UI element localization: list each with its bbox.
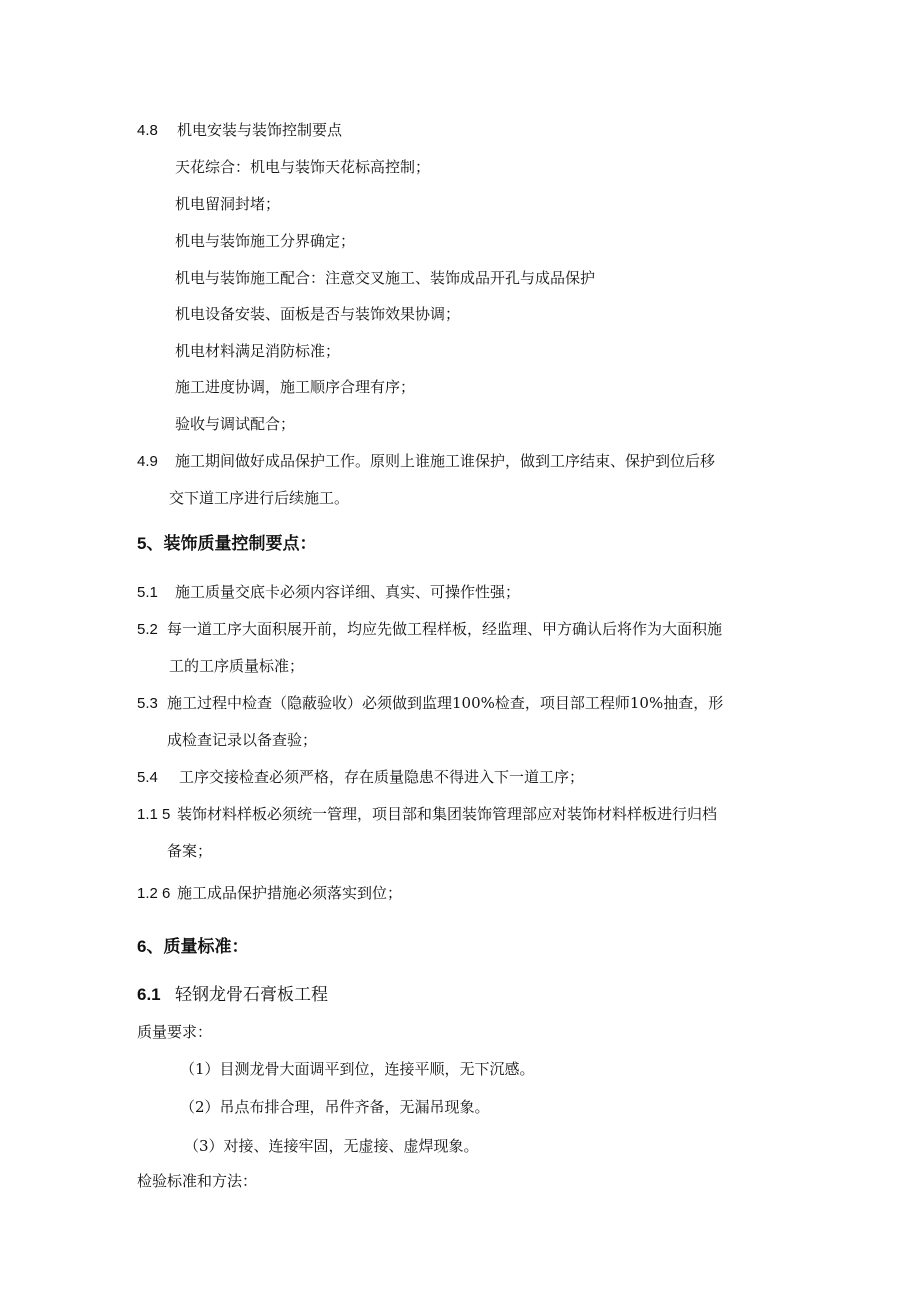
item-number: 5.3	[137, 695, 158, 712]
requirement-item: （3）对接、连接牢固，无虚接、虚焊现象。	[184, 1137, 479, 1155]
list-item: 机电留洞封堵；	[175, 195, 281, 213]
list-item: 天花综合：机电与装饰天花标高控制；	[175, 158, 431, 176]
item-text: 施工过程中检查（隐蔽验收）必须做到监理100%检查，项目部工程师10%抽查，形	[167, 694, 724, 712]
item-5-4	[137, 767, 584, 788]
list-item: 机电材料满足消防标准；	[175, 342, 341, 360]
section-5-heading	[137, 534, 316, 554]
item-5-3-line1	[137, 693, 723, 714]
section-4-9-line2: 交下道工序进行后续施工。	[169, 489, 350, 507]
section-title: 轻钢龙骨石膏板工程	[175, 985, 328, 1005]
item-text: 工序交接检查必须严格，存在质量隐患不得进入下一道工序；	[179, 768, 585, 786]
section-number: 5	[137, 534, 147, 553]
item-number: 1.1 5	[137, 806, 171, 823]
item-number: 1.2 6	[137, 885, 171, 902]
requirement-item: （1）目测龙骨大面调平到位，连接平顺，无下沉感。	[180, 1060, 535, 1078]
list-item: 施工进度协调，施工顺序合理有序；	[175, 378, 416, 396]
item-5-1	[137, 582, 520, 603]
section-4-9-line1	[137, 451, 715, 472]
section-6-1-heading	[137, 985, 328, 1005]
item-text: 每一道工序大面积展开前，均应先做工程样板，经监理、甲方确认后将作为大面积施	[167, 620, 723, 638]
requirement-item: （2）吊点布排合理，吊件齐备，无漏吊现象。	[180, 1098, 490, 1116]
item-number: 5.2	[137, 621, 158, 638]
section-6-heading	[137, 937, 248, 957]
item-text: 施工成品保护措施必须落实到位；	[177, 884, 403, 902]
paragraph-text: 施工期间做好成品保护工作。原则上谁施工谁保护，做到工序结束、保护到位后移	[175, 452, 716, 470]
list-item: 验收与调试配合；	[175, 415, 296, 433]
inspection-method-label: 检验标准和方法：	[137, 1172, 258, 1190]
quality-requirements-label: 质量要求：	[137, 1023, 213, 1041]
section-title: 、质量标准：	[146, 937, 249, 957]
list-item: 机电与装饰施工分界确定；	[175, 232, 356, 250]
item-1-1-5-line2: 备案；	[167, 842, 213, 860]
item-5-2-line2: 工的工序质量标准；	[169, 657, 305, 675]
item-text: 装饰材料样板必须统一管理，项目部和集团装饰管理部应对装饰材料样板进行归档	[177, 805, 718, 823]
section-4-8-heading	[137, 120, 342, 141]
list-item: 机电设备安装、面板是否与装饰效果协调；	[175, 305, 461, 323]
list-item: 机电与装饰施工配合：注意交叉施工、装饰成品开孔与成品保护	[175, 269, 596, 287]
item-text: 施工质量交底卡必须内容详细、真实、可操作性强；	[175, 583, 521, 601]
section-title: 、装饰质量控制要点：	[146, 534, 317, 554]
section-number: 4.8	[137, 122, 158, 139]
item-5-2-line1	[137, 619, 722, 640]
item-number: 5.4	[137, 769, 158, 786]
item-number: 5.1	[137, 584, 158, 601]
section-number: 6.1	[137, 985, 161, 1004]
section-title: 机电安装与装饰控制要点	[177, 121, 343, 139]
section-number: 6	[137, 937, 147, 956]
item-5-3-line2: 成检查记录以备查验；	[167, 731, 318, 749]
item-1-2-6	[137, 883, 402, 904]
item-1-1-5-line1	[137, 804, 717, 825]
section-number: 4.9	[137, 453, 158, 470]
